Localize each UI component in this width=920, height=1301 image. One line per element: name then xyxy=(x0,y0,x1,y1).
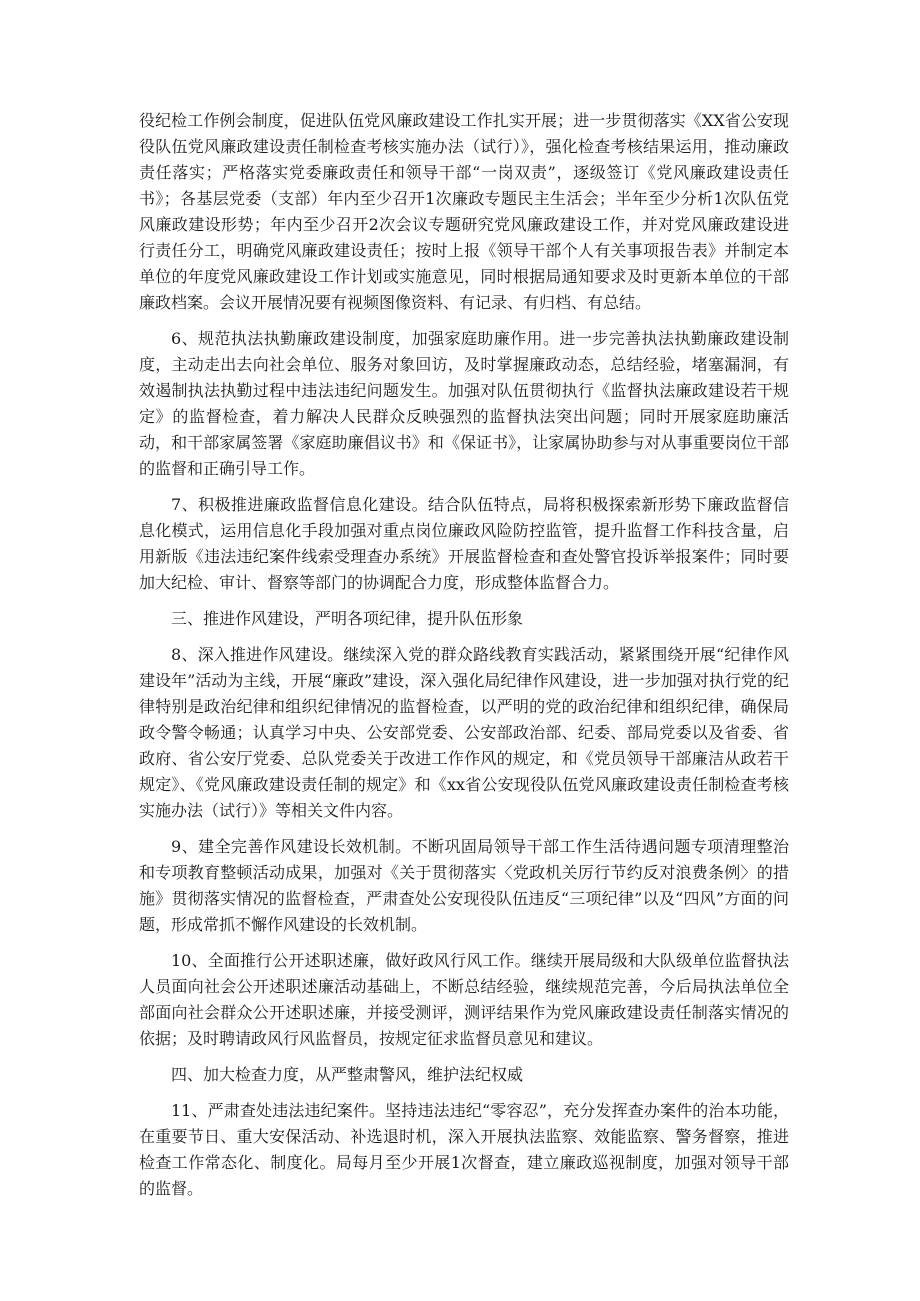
section-heading-4: 四、加大检查力度，从严整肃警风，维护法纪权威 xyxy=(171,1065,524,1084)
paragraph-item-7: 7、积极推进廉政监督信息化建设。结合队伍特点，局将积极探索新形势下廉政监督信息化模式，运用信息化手段加强对重点岗位廉政风险防控监管，提升监督工作科技含量，启用新版《违法违纪案件线索受理查办系统》开展监督检查和查处警官投诉举报案件；同时要加大纪检、审计、督察等部门的协调配合力度，形成整体监督合力。 xyxy=(139,495,789,592)
document-body xyxy=(139,108,789,1212)
paragraph-item-9: 9、建全完善作风建设长效机制。不断巩固局领导干部工作生活待遇问题专项清理整治和专项教育整顿活动成果，加强对《关于贯彻落实〈党政机关厉行节约反对浪费条例〉的措施》贯彻落实情况的监督检查，严肃查处公安现役队伍违反“三项纪律”以及“四风”方面的问题，形成常抓不懈作风建设的长效机制。 xyxy=(139,837,789,934)
section-heading-3: 三、推进作风建设，严明各项纪律，提升队伍形象 xyxy=(171,609,524,628)
paragraph-item-8: 8、深入推进作风建设。继续深入党的群众路线教育实践活动，紧紧围绕开展“纪律作风建设年”活动为主线，开展“廉政”建设，深入强化局纪律作风建设，进一步加强对执行党的纪律特别是政治纪律和组织纪律情况的监督检查，以严明的党的政治纪律和组织纪律，确保局政令警令畅通；认真学习中央、公安部党委、公安部政治部、纪委、部局党委以及省委、省政府、省公安厅党委、总队党委关于改进工作作风的规定，和《党员领导干部廉洁从政若干规定》、《党风廉政建设责任制的规定》和《xx省公安现役队伍党风廉政建设责任制检查考核实施办法（试行）》等相关文件内容。 xyxy=(139,645,789,820)
paragraph-continuation: 役纪检工作例会制度，促进队伍党风廉政建设工作扎实开展；进一步贯彻落实《XX省公安现役队伍党风廉政建设责任制检查考核实施办法（试行）》，强化检查考核结果运用，推动廉政责任落实；严格落实党委廉政责任和领导干部“一岗双责”，逐级签订《党风廉政建设责任书》；各基层党委（支部）年内至少召开1次廉政专题民主生活会；半年至少分析1次队伍党风廉政建设形势；年内至少召开2次会议专题研究党风廉政建设工作，并对党风廉政建设进行责任分工，明确党风廉政建设责任；按时上报《领导干部个人有关事项报告表》并制定本单位的年度党风廉政建设工作计划或实施意见，同时根据局通知要求及时更新本单位的干部廉政档案。会议开展情况要有视频图像资料、有记录、有归档、有总结。 xyxy=(139,111,789,312)
paragraph-item-10: 10、全面推行公开述职述廉，做好政风行风工作。继续开展局级和大队级单位监督执法人员面向社会公开述职述廉活动基础上，不断总结经验，继续规范完善，今后局执法单位全部面向社会群众公开述职述廉，并接受测评，测评结果作为党风廉政建设责任制落实情况的依据；及时聘请政风行风监督员，按规定征求监督员意见和建议。 xyxy=(139,951,789,1048)
paragraph-item-6: 6、规范执法执勤廉政建设制度，加强家庭助廉作用。进一步完善执法执勤廉政建设制度，主动走出去向社会单位、服务对象回访，及时掌握廉政动态，总结经验，堵塞漏洞，有效遏制执法执勤过程中违法违纪问题发生。加强对队伍贯彻执行《监督执法廉政建设若干规定》的监督检查，着力解决人民群众反映强烈的监督执法突出问题；同时开展家庭助廉活动，和干部家属签署《家庭助廉倡议书》和《保证书》，让家属协助参与对从事重要岗位干部的监督和正确引导工作。 xyxy=(139,329,789,478)
paragraph-item-11: 11、严肃查处违法违纪案件。坚持违法违纪“零容忍”，充分发挥查办案件的治本功能，在重要节日、重大安保活动、补选退时机，深入开展执法监察、效能监察、警务督察，推进检查工作常态化、制度化。局每月至少开展1次督查，建立廉政巡视制度，加强对领导干部的监督。 xyxy=(139,1101,789,1198)
